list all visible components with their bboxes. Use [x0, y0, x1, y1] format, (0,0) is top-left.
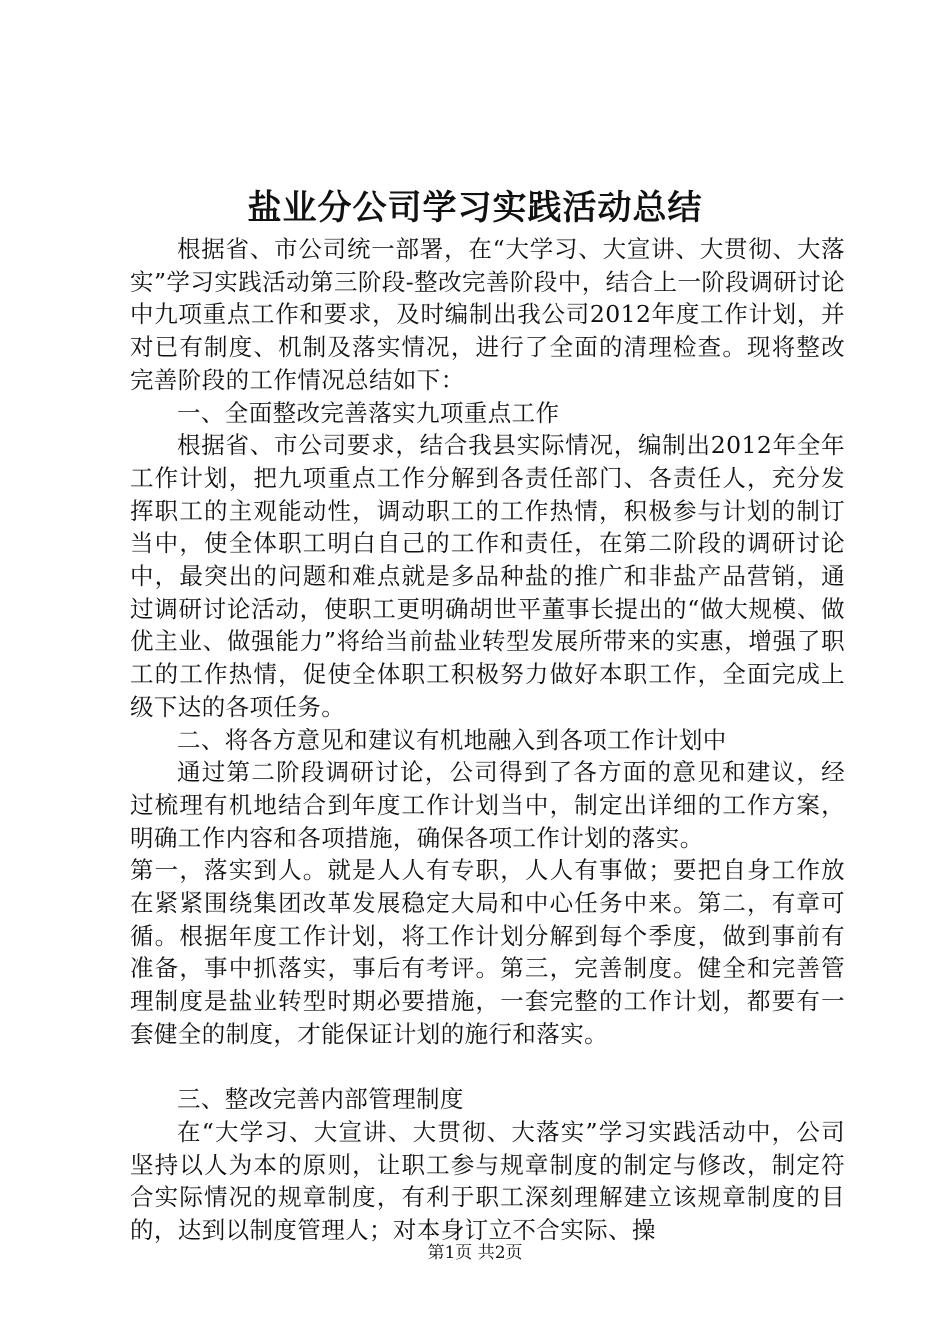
- intro-paragraph: 根据省、市公司统一部署，在“大学习、大宣讲、大贯彻、大落实”学习实践活动第三阶段-整改完善阶段中，结合上一阶段调研讨论中九项重点工作和要求，及时编制出我公司2012年度工作计划，并对已有制度、机制及落实情况，进行了全面的清理检查。现将整改完善阶段的工作情况总结如下：: [130, 235, 845, 394]
- section-heading-2: 二、将各方意见和建议有机地融入到各项工作计划中: [177, 725, 727, 754]
- blank-line: [130, 1051, 845, 1084]
- document-title: 盐业分公司学习实践活动总结: [247, 188, 703, 228]
- section-heading-3: 三、整改完善内部管理制度: [177, 1085, 464, 1114]
- page-number-footer: 第1页 共2页: [427, 1243, 523, 1263]
- section-heading-1: 一、全面整改完善落实九项重点工作: [177, 398, 560, 427]
- section-2-paragraph: 通过第二阶段调研讨论，公司得到了各方面的意见和建议，经过梳理有机地结合到年度工作计划当中，制定出详细的工作方案，明确工作内容和各项措施，确保各项工作计划的落实。: [130, 758, 845, 852]
- section-2-measures-paragraph: 第一，落实到人。就是人人有专职，人人有事做；要把自身工作放在紧紧围绕集团改革发展稳定大局和中心任务中来。第二，有章可循。根据年度工作计划，将工作计划分解到每个季度，做到事前有准备，事中抓落实，事后有考评。第三，完善制度。健全和完善管理制度是盐业转型时期必要措施，一套完整的工作计划，都要有一套健全的制度，才能保证计划的施行和落实。: [130, 856, 845, 1048]
- section-3-paragraph: 在“大学习、大宣讲、大贯彻、大落实”学习实践活动中，公司坚持以人为本的原则，让职工参与规章制度的制定与修改，制定符合实际情况的规章制度，有利于职工深刻理解建立该规章制度的目的，达到以制度管理人；对本身订立不合实际、操: [130, 1117, 845, 1245]
- document-body: [130, 233, 845, 1247]
- section-1-paragraph: 根据省、市公司要求，结合我县实际情况，编制出2012年全年工作计划，把九项重点工作分解到各责任部门、各责任人，充分发挥职工的主观能动性，调动职工的工作热情，积极参与计划的制订当中，使全体职工明白自己的工作和责任，在第二阶段的调研讨论中，最突出的问题和难点就是多品种盐的推广和非盐产品营销，通过调研讨论活动，使职工更明确胡世平董事长提出的“做大规模、做优主业、做强能力”将给当前盐业转型发展所带来的实惠，增强了职工的工作热情，促使全体职工积极努力做好本职工作，全面完成上级下达的各项任务。: [130, 431, 845, 721]
